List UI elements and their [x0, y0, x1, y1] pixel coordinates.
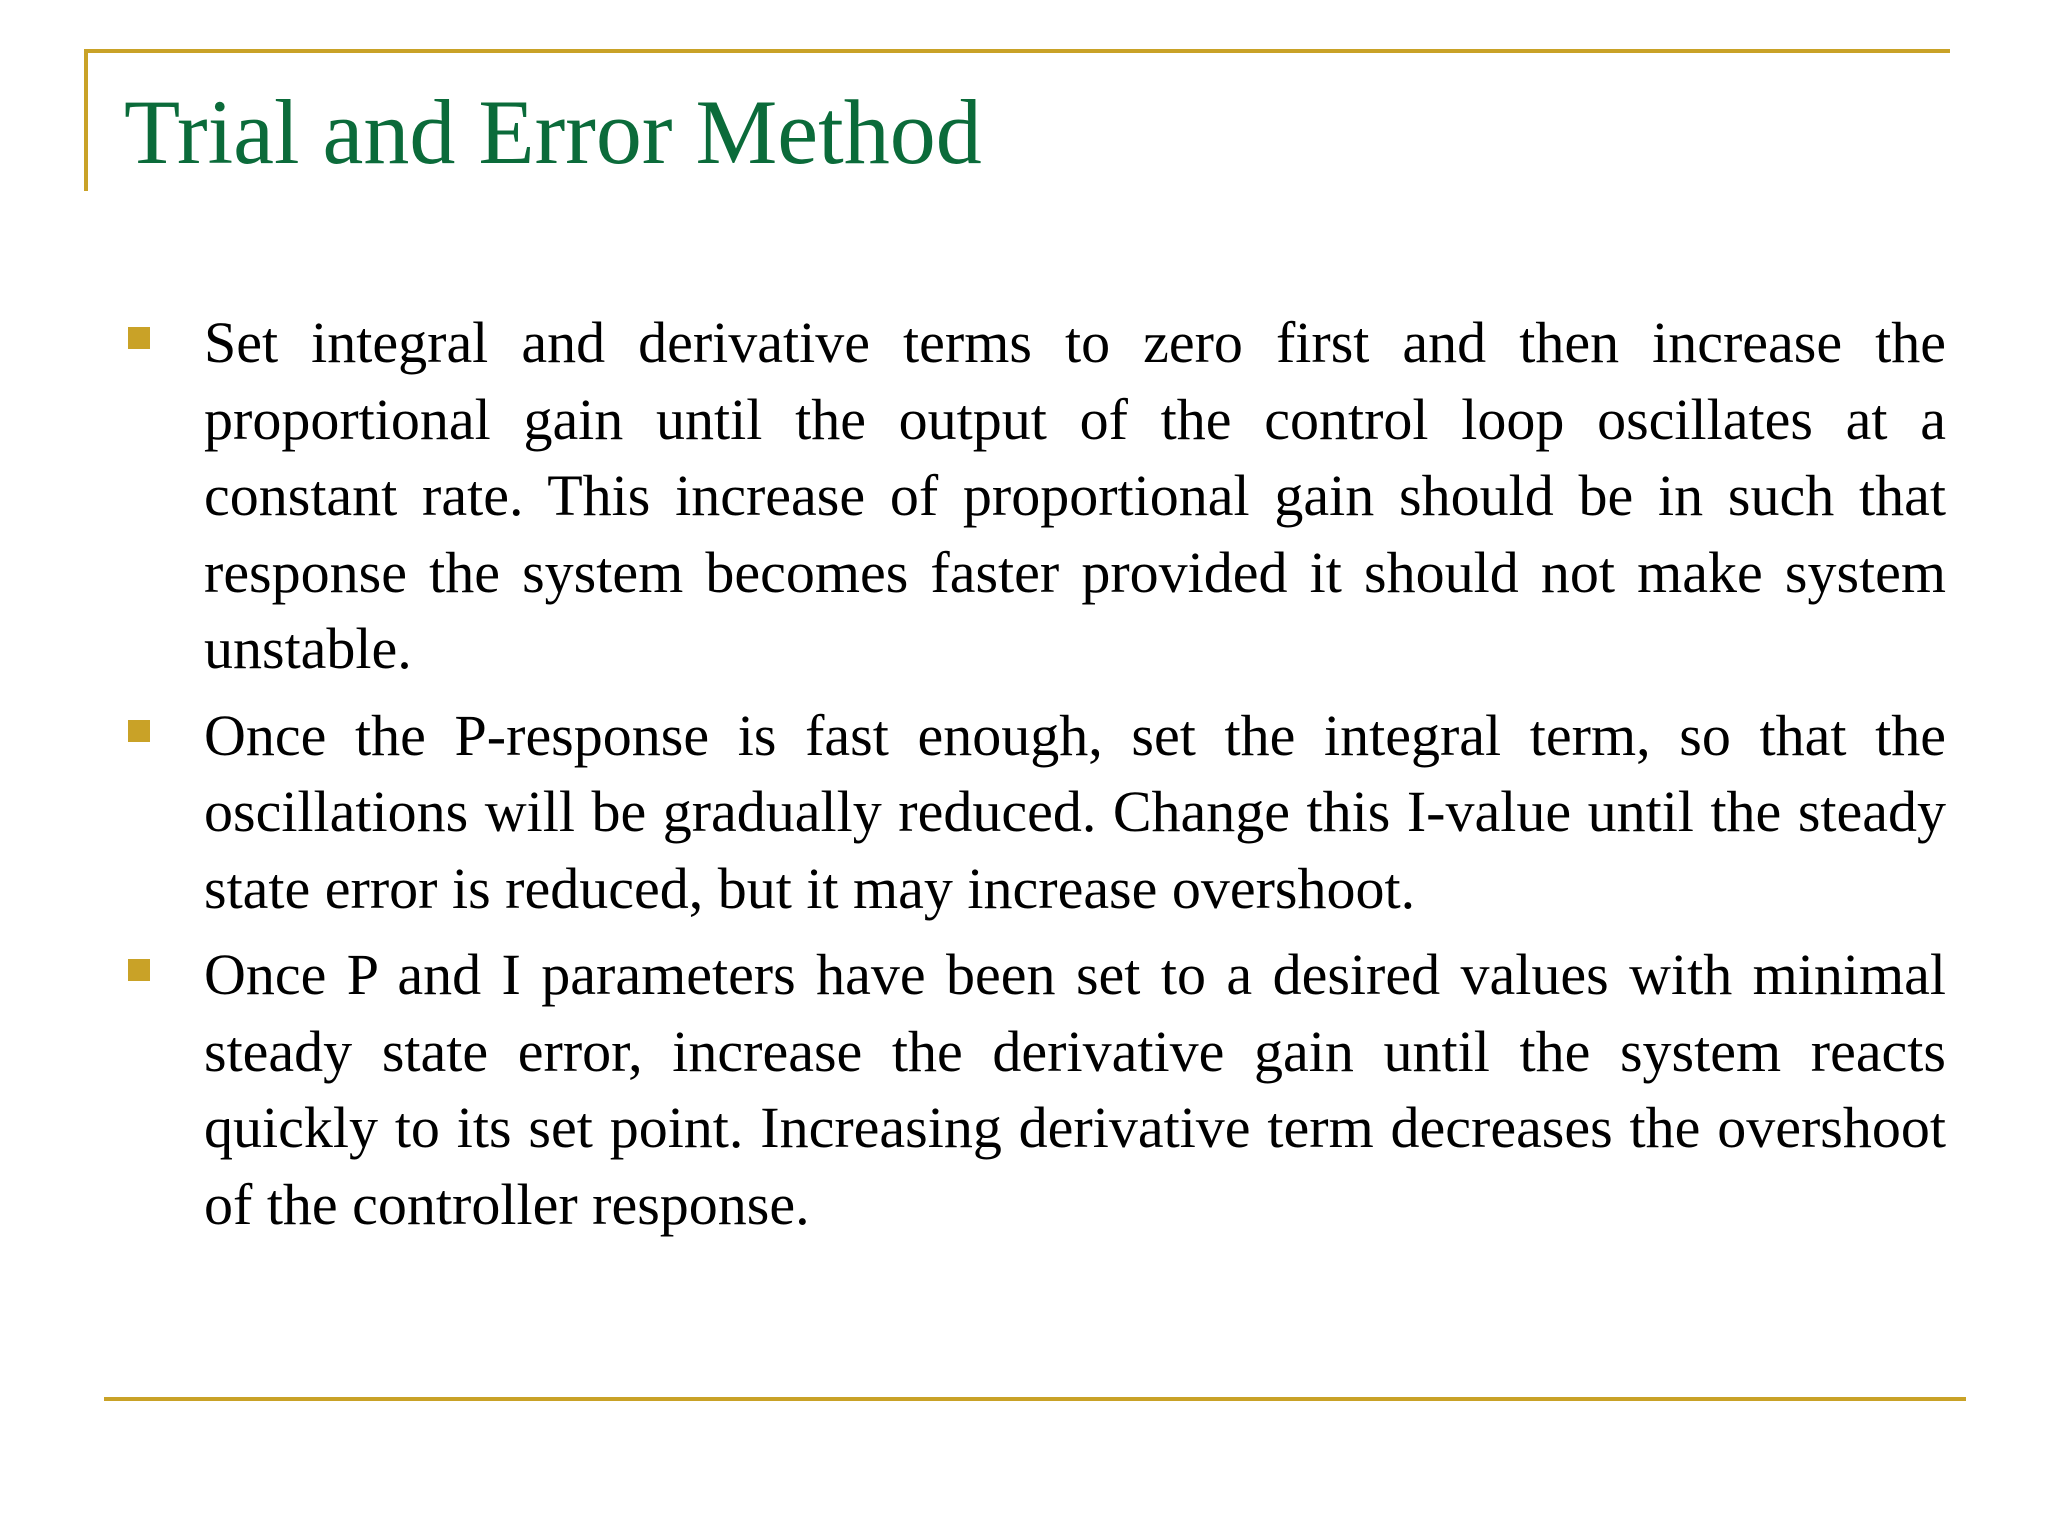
bullet-list: [124, 305, 1946, 1253]
bullet-text: Once the P-response is fast enough, set the integral term, so that the oscillations will be gradually reduced. Change this I-value until the steady state error is reduced, but it may increase overshoot.: [204, 702, 1946, 921]
bullet-item: [124, 937, 1946, 1243]
square-bullet-icon: [128, 720, 150, 742]
square-bullet-icon: [128, 959, 150, 981]
bottom-divider: [104, 1397, 1966, 1401]
bullet-text: Set integral and derivative terms to zero first and then increase the proportional gain until the output of the control loop oscillates at a constant rate. This increase of proportional gain should be in such that response the system becomes faster provided it should not make system unstable.: [204, 310, 1946, 681]
slide-title: Trial and Error Method: [124, 81, 982, 183]
top-divider: [84, 49, 1950, 53]
square-bullet-icon: [128, 327, 150, 349]
bullet-text: Once P and I parameters have been set to a desired values with minimal steady state error, increase the derivative gain until the system reacts quickly to its set point. Increasing derivative term decreases the overshoot of the controller response.: [204, 942, 1946, 1237]
left-divider: [84, 49, 88, 191]
bullet-item: [124, 305, 1946, 688]
bullet-item: [124, 698, 1946, 928]
